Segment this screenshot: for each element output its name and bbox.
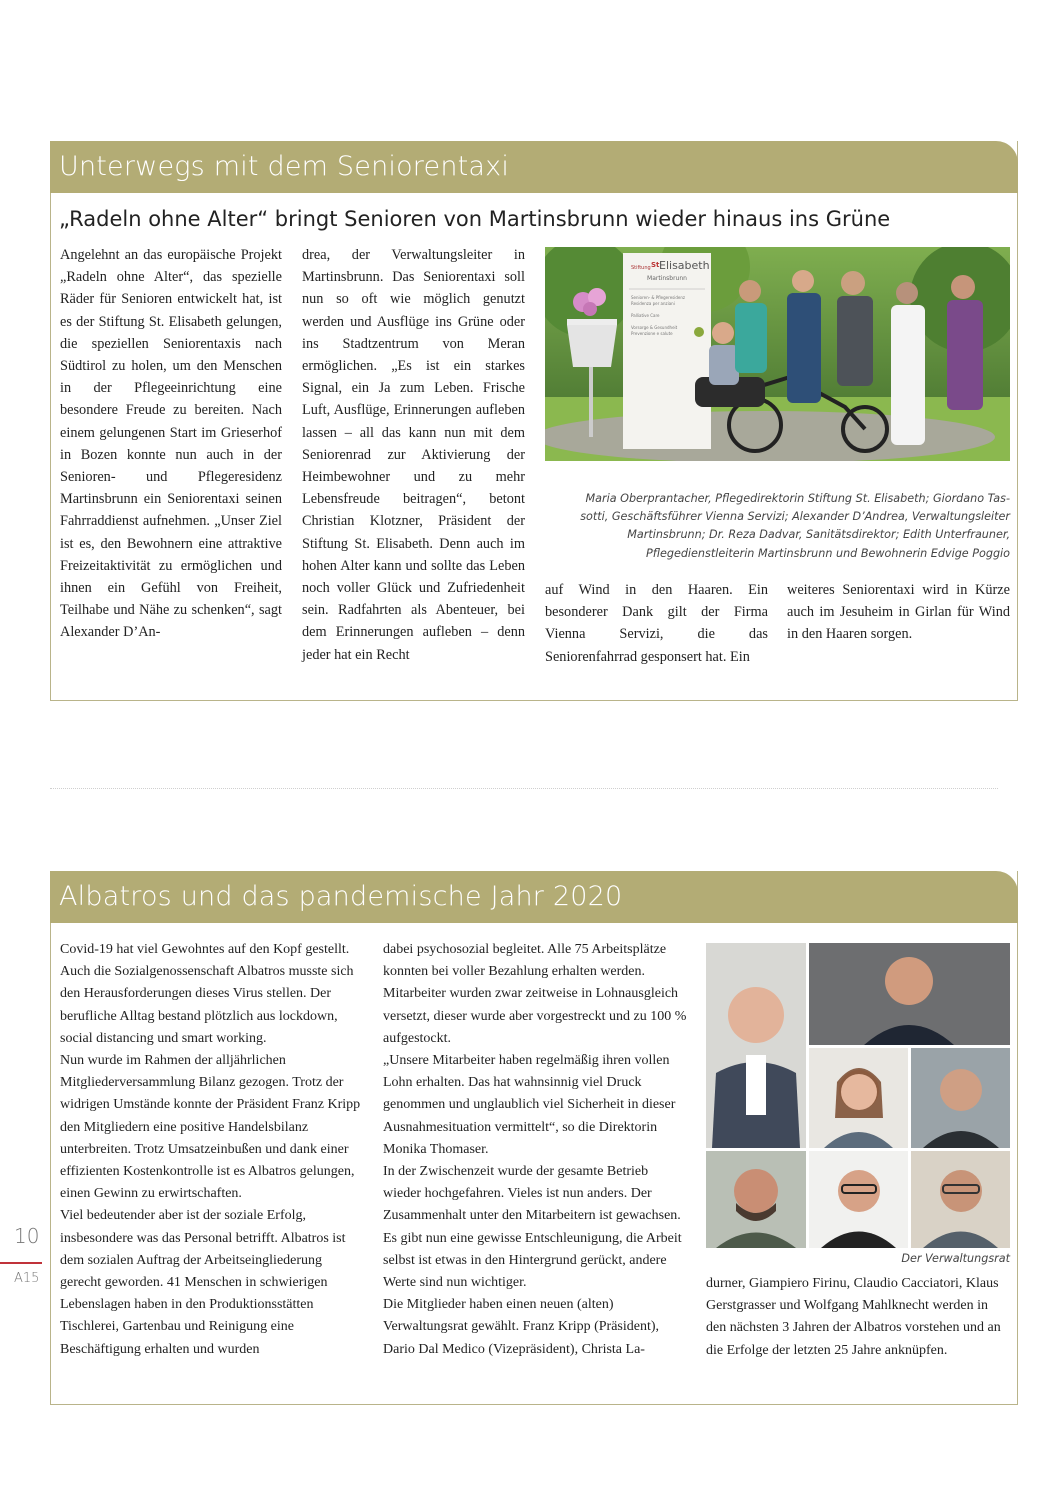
paragraph: Viel bedeutender aber ist der soziale Erfolg, insbesondere was das Personal betrifft. Albatros ist dem sozialen Auftrag der Arbeitseingliederung gerecht geworden. 41 Menschen in schwierigen Lebenslagen haben in den Produktionsstätten Tischlerei, Gartenbau und Reinigung eine Beschäftigung erhalten und wurden xyxy=(60,1208,346,1357)
portrait-photo xyxy=(706,943,806,1148)
banner-line2: Residenza per anziani xyxy=(631,301,675,306)
group-photo xyxy=(545,247,1010,461)
paragraph: weiteres Seniorentaxi wird in Kürze auch im Jesuheim in Girlan für Wind in den Haaren sorgen. xyxy=(787,582,1010,643)
caption-line: Maria Oberprantacher, Pflegedirektorin Stiftung St. Elisabeth; Giordano Tas- xyxy=(585,492,1010,505)
page-number: 10 xyxy=(14,1224,40,1248)
paragraph: durner, Giampiero Firinu, Claudio Cacciatori, Klaus Gerstgrasser und Wolfgang Mahlknecht werden in den nächsten 3 Jahren der Albatros vorstehen und an die Erfolge der letzten 25 Jahre anknüpfen. xyxy=(706,1276,1001,1358)
photo-caption: Der Verwaltungsrat xyxy=(901,1252,1010,1265)
banner-small: Stiftung xyxy=(631,265,651,271)
page-number-rule xyxy=(0,1262,42,1264)
paragraph: In der Zwischenzeit wurde der gesamte Betrieb wieder hochgefahren. Vieles ist nun anders. Der Zusammenhalt unter den Mitarbeitern ist gewachsen. Es gibt nun eine gewisse Entschleunigung, die Arbeit selbst ist etwas in den Hintergrund gerückt, andere Werte sind nun wichtiger. xyxy=(383,1164,682,1291)
article-subtitle: „Radeln ohne Alter“ bringt Senioren von Martinsbrunn wieder hinaus ins Grüne xyxy=(59,207,891,231)
banner-line1: Senioren- & Pflegeresidenz xyxy=(631,295,685,300)
portrait-photo xyxy=(809,943,1010,1045)
paragraph: dabei psychosozial begleitet. Alle 75 Arbeitsplätze konnten bei voller Bezahlung erhalten werden. Mitarbeiter wurden zwar zeitweise in Lohnausgleich versetzt, dieser wurde aber vorgestreckt und zu 100 % aufgestockt. xyxy=(383,942,687,1046)
portrait-photo xyxy=(809,1048,908,1148)
banner-place: Martinsbrunn xyxy=(647,275,687,282)
paragraph: Die Mitglieder haben einen neuen (alten) Verwaltungsrat gewählt. Franz Kripp (Präsident), Dario Dal Medico (Vizepräsident), Christa La- xyxy=(383,1297,660,1357)
caption-line: Martinsbrunn; Dr. Reza Dadvar, Sanitätsdirektor; Edith Unterfrauner, xyxy=(627,528,1010,542)
paragraph: „Unsere Mitarbeiter haben regelmäßig ihren vollen Lohn erhalten. Das hat wahnsinnig viel Druck genommen und unglaublich viel Sicherheit in dieser Ausnahmesituation vermittelt“, so die Direktorin Monika Thomaser. xyxy=(383,1053,676,1157)
section-divider xyxy=(50,788,998,789)
banner-line4: Vorsorge & Gesundheit xyxy=(631,325,678,330)
portrait-photo xyxy=(911,1048,1010,1148)
text-column-3 xyxy=(545,579,768,668)
portrait-photo xyxy=(809,1151,908,1248)
article-seniorentaxi xyxy=(50,141,1018,701)
caption-line: sotti, Geschäftsführer Vienna Servizi; Alexander D’Andrea, Verwaltungsleiter xyxy=(580,510,1010,524)
article-title: Albatros und das pandemische Jahr 2020 xyxy=(50,871,1018,923)
paragraph: auf Wind in den Haaren. Ein besonderer Dank gilt der Firma Vienna Servizi, die das Seniorenfahrrad gesponsert hat. Ein xyxy=(545,582,768,665)
paragraph: Nun wurde im Rahmen der alljährlichen Mitgliederversammlung Bilanz gezogen. Trotz der widrigen Umstände konnte der Präsident Franz Kripp den Mitgliedern eine positive Handelsbilanz unterbreiten. Trotz Umsatzeinbußen und dank einer effizienten Kostenkontrolle ist es Albatros gelungen, einen Gewinn zu erwirtschaften. xyxy=(60,1053,361,1202)
text-column-2 xyxy=(383,939,688,1361)
banner-line5: Prevenzione e salute xyxy=(631,331,673,336)
banner-name: Elisabeth xyxy=(659,259,710,272)
paragraph: Covid-19 hat viel Gewohntes auf den Kopf gestellt. Auch die Sozialgenossenschaft Albatros musste sich den Herausforderungen dieses Virus stellen. Der berufliche Alltag bestand plötzlich aus lockdown, social distancing und smart working. xyxy=(60,942,354,1046)
text-column-4 xyxy=(787,579,1010,646)
text-column-2 xyxy=(302,244,525,666)
article-albatros xyxy=(50,871,1018,1405)
text-column-1 xyxy=(60,939,364,1361)
page-code: A15 xyxy=(14,1271,40,1286)
paragraph: Angelehnt an das europäische Projekt „Radeln ohne Alter“, das spezielle Räder für Senioren entwickelt hat, ist es der Stiftung St. Elisabeth gelungen, die speziellen Seniorentaxis nach Südtirol zu holen, um den Menschen in der Pflegeeinrichtung eine besondere Freude zu bereiten. Nach einem gelungenen Start im Grieserhof in Bozen konnte nun auch in der Senioren- und Pflegeresidenz Martinsbrunn ein Seniorentaxi seinen Fahrraddienst aufnehmen. „Unser Ziel ist es, den Bewohnern eine attraktive Freizeitaktivität zu ermöglichen und ihnen ein Gefühl von Freiheit, Teilhabe und Nähe zu schenken“, sagt Alexander D’An- xyxy=(60,247,282,641)
text-column-3 xyxy=(706,1273,1010,1362)
photo-caption xyxy=(545,490,1010,563)
portrait-photo xyxy=(911,1151,1010,1248)
article-title: Unterwegs mit dem Seniorentaxi xyxy=(50,141,1018,193)
paragraph: drea, der Verwaltungsleiter in Martinsbrunn. Das Seniorentaxi soll nun so oft wie möglich genutzt werden und Ausflüge ins Grüne oder ins Stadtzentrum von Meran ermöglichen. „Es ist ein starkes Signal, ein Ja zum Leben. Frische Luft, Ausflüge, Erinnerungen aufleben lassen – all das kann nun mit dem Seniorenrad zur Aktivierung der Heimbewohner und zu mehr Lebensfreude beitragen“, betont Christian Klotzner, Präsident der Stiftung St. Elisabeth. Denn auch im hohen Alter kann und sollte das Leben noch voller Glück und Zufriedenheit sein. Radfahrten als Abenteuer, bei dem Erinnerungen aufleben – denn jeder hat ein Recht xyxy=(302,247,525,663)
portrait-photo xyxy=(706,1151,806,1248)
board-photo-grid xyxy=(706,943,1010,1248)
banner-st: St xyxy=(651,261,660,269)
caption-line: Pflegedienstleiterin Martinsbrunn und Bewohnerin Edvige Poggio xyxy=(645,546,1010,560)
text-column-1 xyxy=(60,244,282,644)
group-photo-illustration xyxy=(545,247,1010,461)
banner-line3: Palliative Care xyxy=(631,313,660,318)
